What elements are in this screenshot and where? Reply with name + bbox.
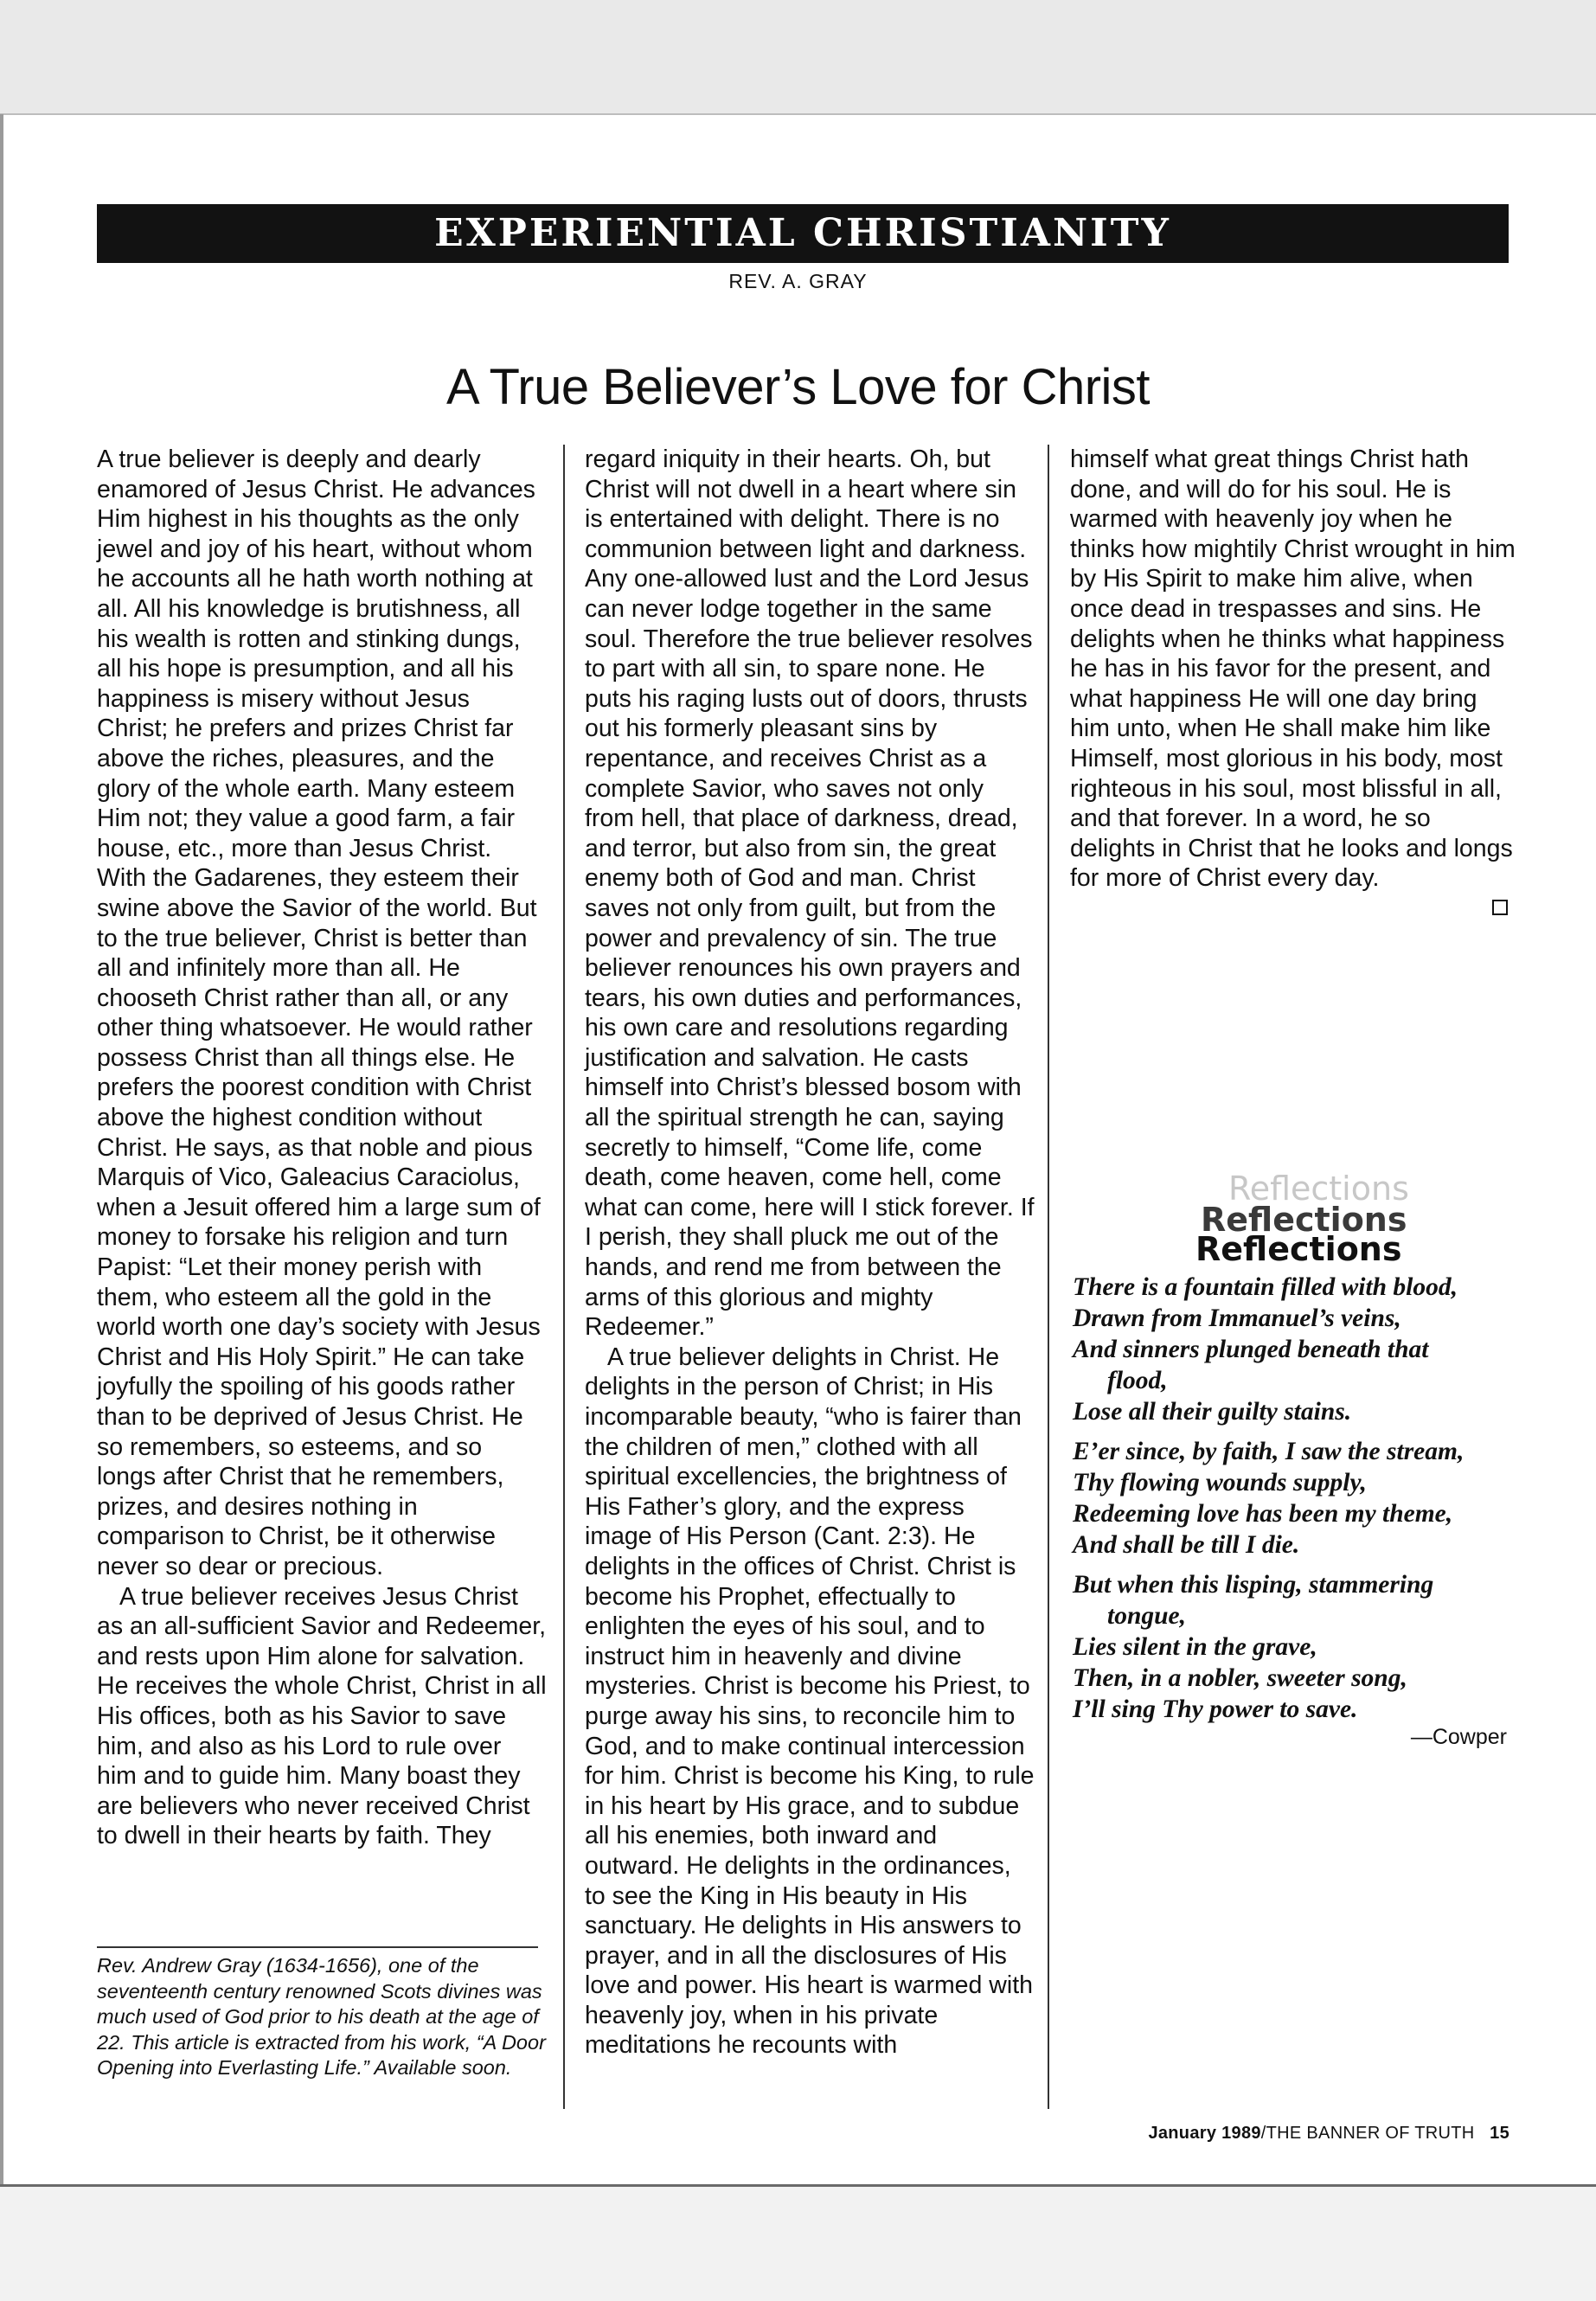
reflections-logo-text: Reflections: [1195, 1230, 1402, 1268]
author-byline: REV. A. GRAY: [728, 270, 868, 292]
poem-attribution: —Cowper: [1410, 1725, 1507, 1749]
scan-top-margin: [0, 0, 1596, 114]
poem-line: Lose all their guilty stains.: [1073, 1398, 1352, 1426]
column-3: [1070, 445, 1520, 894]
section-banner: EXPERIENTIAL CHRISTIANITY: [97, 204, 1509, 263]
paragraph: A true believer is deeply and dearly enamored of Jesus Christ. He advances Him highest in his thoughts as the only jewel and joy of his heart, without whom he accounts all he hath worth nothing at all. All his knowledge is brutishness, all his wealth is rotten and stinking dungs, all his hope is presumption, and all his happiness is misery without Jesus Christ; he prefers and prizes Christ far above the riches, pleasures, and the glory of the whole earth. Many esteem Him not; they value a good farm, a fair house, etc., more than Jesus Christ. With the Gadarenes, they esteem their swine above the Savior of the world. But to the true believer, Christ is better than all and infinitely more than all. He chooseth Christ rather than all, or any other thing whatsoever. He would rather possess Christ than all things else. He prefers the poorest condition with Christ above the highest condition without Christ. He says, as that noble and pious Marquis of Vico, Galeacius Caraciolus, when a Jesuit offered him a large sum of money to forsake his religion and turn Papist: “Let their money perish with them, who esteem all the gold in the world worth one day’s society with Jesus Christ and His Holy Spirit.” He can take joyfully the spoiling of his goods rather than to be deprived of Jesus Christ. He so remembers, so esteems, and so longs after Christ that he remembers, prizes, and desires nothing in comparison to Christ, be it otherwise never so dear or precious.: [97, 445, 541, 1580]
author-note: Rev. Andrew Gray (1634-1656), one of the seventeenth century renowned Scots divines was much used of God prior to his death at the age of 22. This article is extracted from his work, “A Door Opening into Everlasting Life.” Available soon.: [97, 1954, 546, 2079]
column-divider: [1048, 445, 1049, 2109]
poem-line: And sinners plunged beneath that: [1073, 1336, 1429, 1363]
reflections-logo-text: Reflections: [1228, 1170, 1409, 1208]
poem-line: tongue,: [1107, 1602, 1186, 1630]
poem-line: I’ll sing Thy power to save.: [1073, 1695, 1358, 1723]
poem-stanza: [1073, 1569, 1522, 1725]
poem-line: Thy flowing wounds supply,: [1073, 1469, 1367, 1497]
scan-bottom-edge: [0, 2184, 1596, 2187]
poem-line: And shall be till I die.: [1073, 1531, 1300, 1559]
poem-line: Drawn from Immanuel’s veins,: [1073, 1304, 1401, 1332]
footer-separator: /: [1260, 2124, 1266, 2143]
paragraph: regard iniquity in their hearts. Oh, but Christ will not dwell in a heart where sin is entertained with delight. There is no communion between light and darkness. Any one-allowed lust and the Lord Jesus can never lodge together in the same soul. Therefore the true believer resolves to part with all sin, to spare none. He puts his raging lusts out of doors, thrusts out his formerly pleasant sins by repentance, and receives Christ as a complete Savior, who saves not only from hell, that place of darkness, dread, and terror, but also from sin, the great enemy both of God and man. Christ saves not only from guilt, but from the power and prevalency of sin. The true believer renounces his own prayers and tears, his own duties and performances, his own care and resolutions regarding justification and salvation. He casts himself into Christ’s blessed bosom with all the spiritual strength he can, saying secretly to himself, “Come life, come death, come heaven, come hell, come what can come, here will I stick forever. If I perish, they shall pluck me out of the hands, and rend me from between the arms of this glorious and mighty Redeemer.”: [585, 445, 1035, 1342]
page-footer: [952, 2124, 1509, 2144]
issue-date: January 1989: [1148, 2124, 1261, 2143]
end-of-article-square-icon: [1492, 900, 1508, 915]
scan-left-edge: [0, 114, 3, 2190]
poem-stanza: [1073, 1272, 1522, 1427]
reflections-logo-text: Reflections: [1201, 1201, 1407, 1239]
poem-line: Redeeming love has been my theme,: [1073, 1500, 1453, 1528]
poem-line: Lies silent in the grave,: [1073, 1633, 1317, 1661]
author-note-rule: [97, 1946, 538, 1948]
poem: [1073, 1272, 1522, 1734]
poem-line: flood,: [1107, 1367, 1168, 1394]
poem-stanza: [1073, 1436, 1522, 1561]
column-divider: [563, 445, 565, 2109]
scan-top-edge: [0, 113, 1596, 115]
paragraph: A true believer receives Jesus Christ as an all-sufficient Savior and Redeemer, and rests upon Him alone for salvation. He receives the whole Christ, Christ in all His offices, both as his Savior to save him, and also as his Lord to rule over him and to guide him. Many boast they are believers who never received Christ to dwell in their hearts by faith. They: [97, 1582, 547, 1850]
reflections-logo: [1176, 1170, 1471, 1269]
poem-line: But when this lisping, stammering: [1073, 1571, 1434, 1599]
poem-line: E’er since, by faith, I saw the stream,: [1073, 1438, 1465, 1465]
column-2: [585, 445, 1035, 2061]
poem-line: Then, in a nobler, sweeter song,: [1073, 1664, 1407, 1692]
scan-bottom-margin: [0, 2184, 1596, 2301]
article-title: A True Believer’s Love for Christ: [445, 359, 1151, 415]
publication-name: THE BANNER OF TRUTH: [1266, 2124, 1475, 2143]
poem-line: There is a fountain filled with blood,: [1073, 1273, 1458, 1301]
paragraph: A true believer delights in Christ. He delights in the person of Christ; in His incomparable beauty, “who is fairer than the children of men,” clothed with all spiritual excellencies, the brightness of His Father’s glory, and the express image of His Person (Cant. 2:3). He delights in the offices of Christ. Christ is become his Prophet, effectually to enlighten the eyes of his soul, and to instruct him in heavenly and divine mysteries. Christ is become his Priest, to purge away his sins, to reconcile him to God, and to make continual intercession for him. Christ is become his King, to rule in his heart by His grace, and to subdue all his enemies, both inward and outward. He delights in the ordinances, to see the King in His beauty in His sanctuary. He delights in His answers to prayer, and in all the disclosures of His love and power. His heart is warmed with heavenly joy, when in his private meditations he recounts with: [585, 1343, 1035, 2060]
column-1: [97, 445, 547, 1851]
page-number: 15: [1490, 2124, 1509, 2143]
paragraph: himself what great things Christ hath done, and will do for his soul. He is warmed with heavenly joy when he thinks how mightily Christ wrought in him by His Spirit to make him alive, when once dead in trespasses and sins. He delights when he thinks what happiness he has in his favor for the present, and what happiness He will one day bring him unto, when He shall make him like Himself, most glorious in his body, most righteous in his soul, most blissful in all, and that forever. In a word, he so delights in Christ that he looks and longs for more of Christ every day.: [1070, 445, 1516, 893]
